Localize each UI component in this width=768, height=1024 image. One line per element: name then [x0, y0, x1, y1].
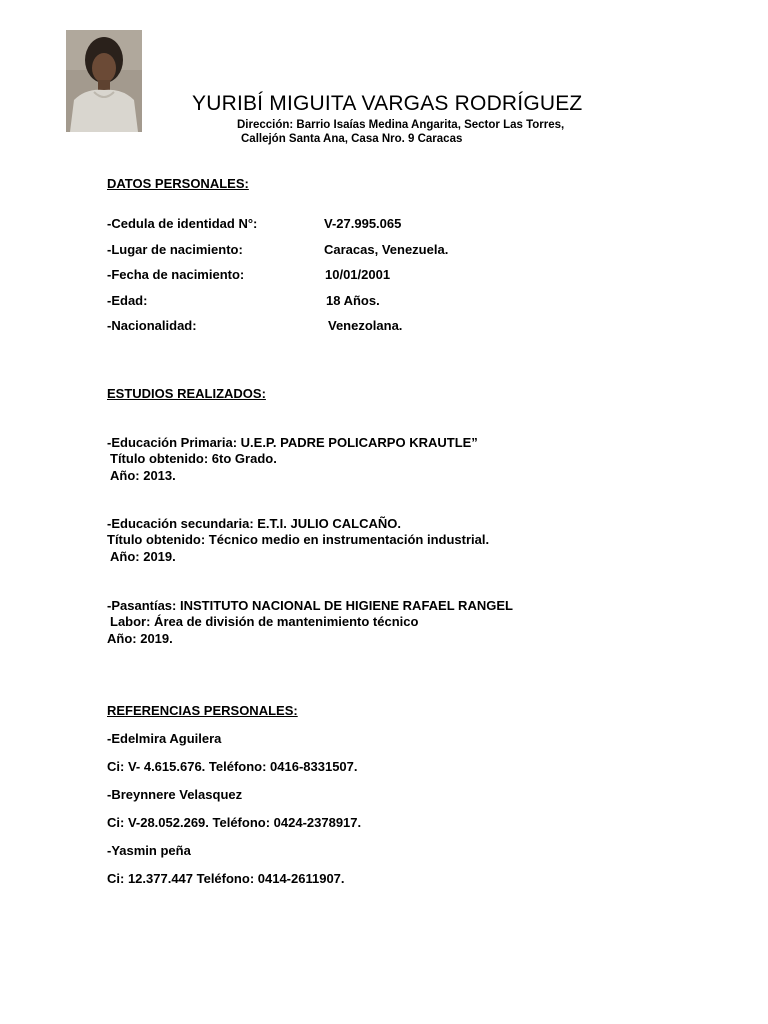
studies-heading: ESTUDIOS REALIZADOS:: [107, 386, 266, 401]
id-value: V-27.995.065: [324, 216, 402, 231]
primary-title: Título obtenido: 6to Grado.: [110, 451, 277, 466]
personal-data-heading: DATOS PERSONALES:: [107, 176, 249, 191]
birthplace-label: -Lugar de nacimiento:: [107, 242, 243, 257]
candidate-name: YURIBÍ MIGUITA VARGAS RODRÍGUEZ: [192, 92, 583, 115]
age-value: 18 Años.: [326, 293, 380, 308]
portrait-photo: [66, 30, 142, 132]
birthplace-value: Caracas, Venezuela.: [324, 242, 449, 257]
reference-3-name: -Yasmin peña: [107, 843, 191, 858]
references-heading: REFERENCIAS PERSONALES:: [107, 703, 298, 718]
reference-3-contact: Ci: 12.377.447 Teléfono: 0414-2611907.: [107, 871, 345, 886]
primary-year: Año: 2013.: [110, 468, 176, 483]
nationality-value: Venezolana.: [328, 318, 403, 333]
nationality-label: -Nacionalidad:: [107, 318, 197, 333]
secondary-title: Título obtenido: Técnico medio en instrumentación industrial.: [107, 532, 490, 547]
address-line-1: Dirección: Barrio Isaías Medina Angarita, Sector Las Torres,: [237, 119, 565, 131]
internship-role: Labor: Área de división de mantenimiento técnico: [110, 614, 419, 629]
secondary-year: Año: 2019.: [110, 549, 176, 564]
reference-2-name: -Breynnere Velasquez: [107, 787, 243, 802]
internship: -Pasantías: INSTITUTO NACIONAL DE HIGIENE RAFAEL RANGEL: [107, 598, 513, 613]
reference-1-name: -Edelmira Aguilera: [107, 731, 222, 746]
address-line-2: Callejón Santa Ana, Casa Nro. 9 Caracas: [241, 133, 463, 145]
birthdate-value: 10/01/2001: [325, 267, 391, 282]
reference-2-contact: Ci: V-28.052.269. Teléfono: 0424-2378917.: [107, 815, 362, 830]
age-label: -Edad:: [107, 293, 148, 308]
id-label: -Cedula de identidad N°:: [107, 216, 258, 231]
reference-1-contact: Ci: V- 4.615.676. Teléfono: 0416-8331507.: [107, 759, 358, 774]
birthdate-label: -Fecha de nacimiento:: [107, 267, 245, 282]
internship-year: Año: 2019.: [107, 631, 173, 646]
primary-education: -Educación Primaria: U.E.P. PADRE POLICARPO KRAUTLE”: [107, 435, 478, 450]
address: [237, 118, 564, 146]
portrait-photo-image: [66, 30, 142, 132]
secondary-education: -Educación secundaria: E.T.I. JULIO CALCAÑO.: [107, 516, 401, 531]
